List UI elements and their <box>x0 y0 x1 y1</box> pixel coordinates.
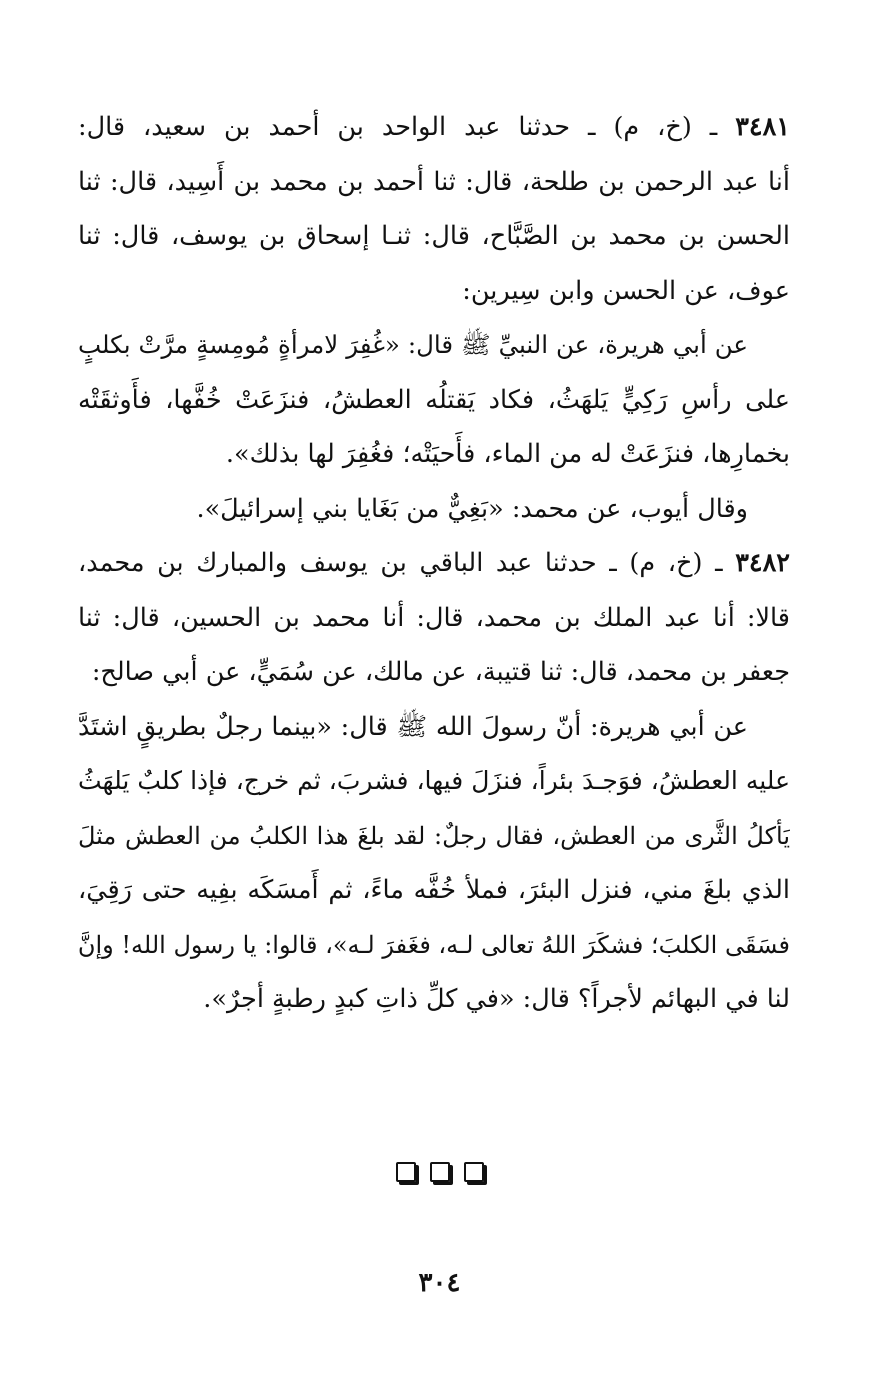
hadith-3481-ayyub-line: وقال أيوب، عن محمد: «بَغِيٌّ من بَغَايا بني إسرائيلَ». <box>196 493 748 524</box>
square-ornament-icon <box>430 1162 450 1182</box>
hadith-3481-isnad-line-4: عوف، عن الحسن وابن سِيرين: <box>462 275 790 306</box>
hadith-3482-isnad-line-2: قالا: أنا عبد الملك بن محمد، قال: أنا محمد بن الحسين، قال: ثنا <box>78 602 790 633</box>
hadith-number: ٣٤٨٢ <box>735 548 790 578</box>
hadith-3481-matn-line-2: على رأسِ رَكِيٍّ يَلهَثُ، فكاد يَقتلُه العطشُ، فنزَعَتْ خُفَّها، فأَوثقَتْه <box>78 384 790 415</box>
hadith-3481-matn-line-1: عن أبي هريرة، عن النبيِّ ﷺ قال: «غُفِرَ لامرأةٍ مُومِسةٍ مرَّتْ بكلبٍ <box>78 330 748 359</box>
hadith-number: ٣٤٨١ <box>735 112 790 142</box>
hadith-3482-isnad-line-1: ٣٤٨٢ ـ (خ، م) ـ حدثنا عبد الباقي بن يوسف والمبارك بن محمد، <box>78 548 790 578</box>
hadith-3481-isnad-line-2: أنا عبد الرحمن بن طلحة، قال: ثنا أحمد بن محمد بن أَسِيد، قال: ثنا <box>78 166 790 197</box>
section-divider-ornament <box>0 1162 879 1182</box>
hadith-3482-matn-line-1: عن أبي هريرة: أنّ رسولَ الله ﷺ قال: «بينما رجلٌ بطريقٍ اشتَدَّ <box>78 711 748 742</box>
hadith-3482-isnad-line-3: جعفر بن محمد، قال: ثنا قتيبة، عن مالك، عن سُمَيٍّ، عن أبي صالح: <box>91 657 790 687</box>
main-text <box>78 100 790 1027</box>
square-ornament-icon <box>396 1162 416 1182</box>
hadith-3482-matn-line-6: لنا في البهائم لأجراً؟ قال: «في كلِّ ذاتِ كبدٍ رطبةٍ أجرٌ». <box>203 984 790 1014</box>
hadith-3482-matn-line-4: الذي بلغَ مني، فنزل البئرَ، فملأ خُفَّه ماءً، ثم أَمسَكَه بفِيه حتى رَقِيَ، <box>78 875 790 905</box>
hadith-3482-matn-line-5: فسَقَى الكلبَ؛ فشكَرَ اللهُ تعالى لـه، فغَفرَ لـه»، قالوا: يا رسول الله! وإنَّ <box>78 930 790 959</box>
hadith-3481-isnad-line-1: ٣٤٨١ ـ (خ، م) ـ حدثنا عبد الواحد بن أحمد بن سعيد، قال: <box>78 112 790 142</box>
hadith-3482-matn-line-3: يَأكلُ الثَّرى من العطش، فقال رجلٌ: لقد بلغَ هذا الكلبُ من العطش مثلَ <box>78 821 790 850</box>
page-number: ٣٠٤ <box>418 1268 461 1298</box>
hadith-3482-matn-line-2: عليه العطشُ، فوَجـدَ بئراً، فنزَلَ فيها، فشربَ، ثم خرج، فإذا كلبٌ يَلهَثُ <box>78 766 790 795</box>
square-ornament-icon <box>464 1162 484 1182</box>
hadith-3481-matn-line-3: بخمارِها، فنزَعَتْ له من الماء، فأَحيَتْه؛ فغُفِرَ لها بذلك». <box>225 439 790 469</box>
hadith-3481-isnad-line-3: الحسن بن محمد بن الصَّبَّاح، قال: ثنـا إسحاق بن يوسف، قال: ثنا <box>78 221 790 251</box>
